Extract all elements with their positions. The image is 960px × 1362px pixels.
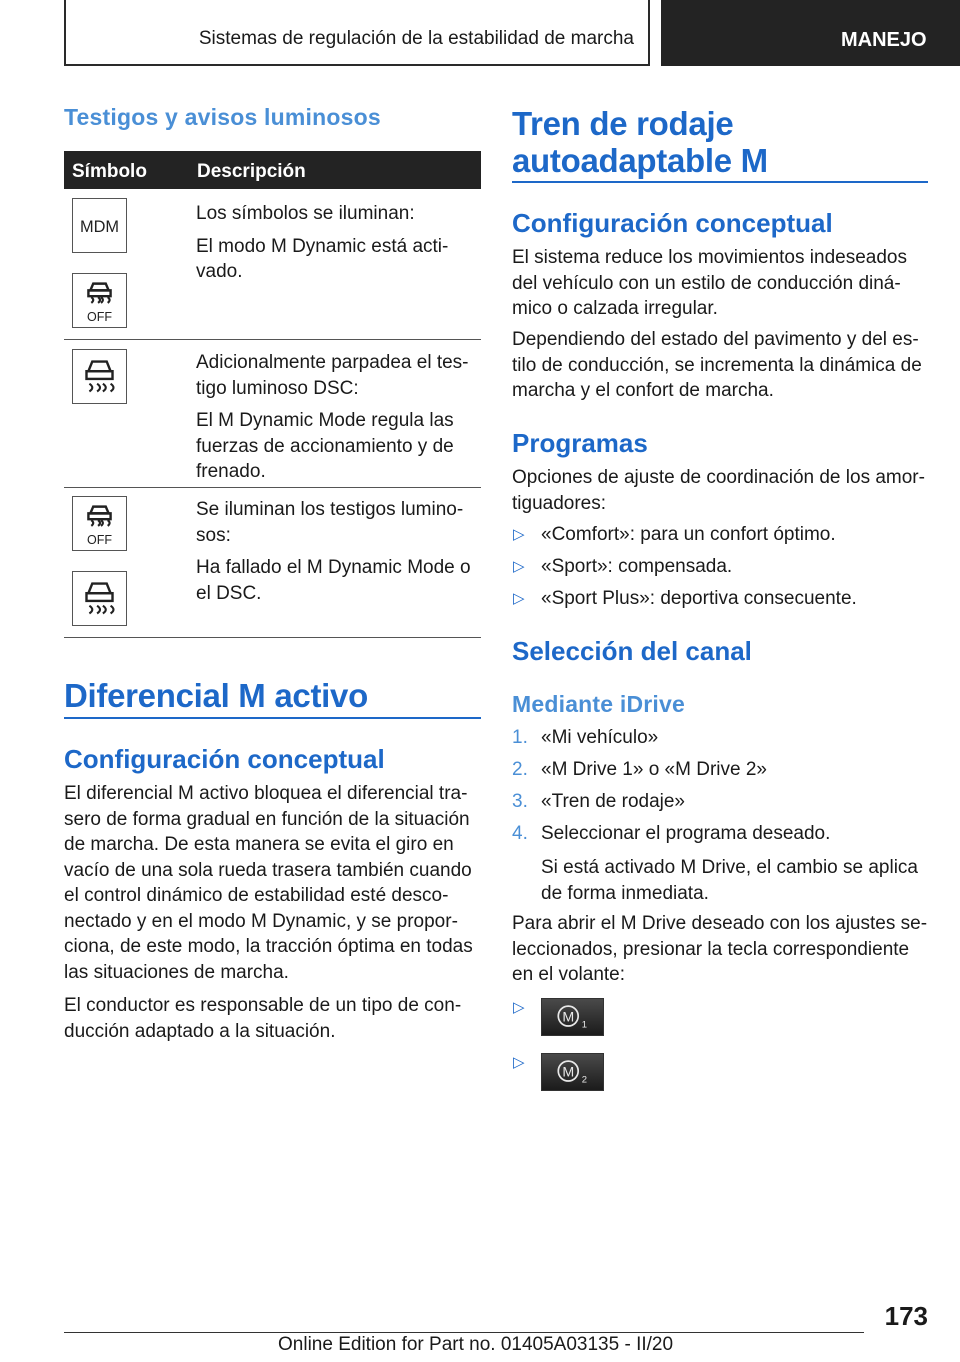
step-text: «M Drive 1» o «M Drive 2» [541,759,767,780]
diff-subheading: Configuración conceptual [64,744,385,774]
row2-line4: fuerzas de accionamiento y de [196,435,454,457]
step-number: 1. [512,727,528,748]
svg-text:M: M [562,1009,575,1026]
text-line: de forma inmediata. [541,882,709,904]
svg-text:M: M [562,1064,575,1081]
text-line: leccionados, presionar la tecla correspondiente [512,938,910,960]
text-line: Opciones de ajuste de coordinación de los amor- [512,467,925,488]
table-col-description: Descripción [197,161,306,182]
step-text: «Mi vehículo» [541,727,659,748]
row3-description [196,497,481,606]
svg-text:2: 2 [581,1074,587,1086]
program-sport: «Sport»: compensada. [541,556,733,577]
text-line: vacío de una sola rueda trasera también cuando [64,859,472,881]
row2-line1: Adicionalmente parpadea el tes- [196,352,469,373]
step4-note [541,855,931,906]
bullet-triangle-icon: ▷ [513,558,525,575]
row2-description [196,350,481,485]
concept-paragraph-2 [512,327,932,404]
text-line: las situaciones de marcha. [64,961,289,983]
svg-text:MDM: MDM [79,217,120,236]
heading-rule [64,717,481,719]
row1-line2: El modo M Dynamic está acti- [196,235,449,257]
program-comfort: «Comfort»: para un confort óptimo. [541,524,836,545]
footer-rule [64,1332,864,1333]
chassis-heading [512,105,768,179]
programs-paragraph [512,465,932,516]
table-divider [64,487,481,488]
concept-paragraph-1 [512,245,932,322]
bullet-triangle-icon: ▷ [513,526,525,543]
row3-line2: sos: [196,524,231,546]
svg-text:1: 1 [581,1019,587,1031]
diff-paragraph-2 [64,993,484,1044]
row2-line2: tigo luminoso DSC: [196,377,359,399]
concept-heading: Configuración conceptual [512,208,833,238]
row1-line3: vado. [196,261,243,282]
drive-paragraph [512,911,937,988]
bullet-triangle-icon: ▷ [513,590,525,607]
step-number: 4. [512,823,528,844]
text-line: El diferencial M activo bloquea el diferencial tra- [64,783,468,804]
chapter-tab[interactable] [661,0,960,66]
dsc-off-icon [72,496,127,551]
text-line: ducción adaptado a la situación. [64,1020,336,1042]
text-line: el control dinámico de estabilidad esté desco- [64,885,449,906]
table-divider [64,637,481,638]
row2-line3: El M Dynamic Mode regula las [196,410,454,431]
text-line: Para abrir el M Drive deseado con los ajustes se- [512,913,928,934]
text-line: Dependiendo del estado del pavimento y del es- [512,329,919,350]
table-col-symbol: Símbolo [72,161,147,182]
text-line: del vehículo con un estilo de conducción diná- [512,272,901,294]
bullet-triangle-icon: ▷ [513,999,525,1016]
header-section-box [64,0,650,66]
row3-line4: el DSC. [196,582,262,604]
step-text: «Tren de rodaje» [541,791,686,812]
m2-button-icon [541,1053,604,1091]
text-line: tiguadores: [512,492,607,514]
page-number: 173 [884,1301,928,1331]
chassis-heading-line1: Tren de rodaje [512,105,734,142]
m1-button-icon [541,998,604,1036]
footer-edition: Online Edition for Part no. 01405A03135 - II/20 [278,1334,674,1355]
program-sport-plus: «Sport Plus»: deportiva consecuente. [541,588,857,609]
channel-heading: Selección del canal [512,636,752,666]
mdm-icon [72,198,127,253]
text-line: tilo de conducción, se incrementa la dinámica de [512,354,922,376]
text-line: Si está activado M Drive, el cambio se aplica [541,857,918,878]
dsc-off-icon [72,273,127,328]
step-text: Seleccionar el programa deseado. [541,823,831,844]
section-title: Sistemas de regulación de la estabilidad de marcha [198,28,634,49]
row3-line3: Ha fallado el M Dynamic Mode o [196,557,471,578]
dsc-icon [72,571,127,626]
text-line: El conductor es responsable de un tipo de con- [64,995,462,1016]
chassis-heading-line2: autoadaptable M [512,142,768,179]
svg-text:OFF: OFF [86,533,113,548]
diff-heading: Diferencial M activo [64,677,368,714]
chapter-tab-label: MANEJO [841,29,927,51]
text-line: sero de forma gradual en función de la situación [64,808,470,830]
text-line: nectado y en el modo M Dynamic, y se propor- [64,910,458,932]
warnings-heading: Testigos y avisos luminosos [64,104,381,130]
text-line: El sistema reduce los movimientos indeseados [512,247,907,268]
idrive-heading: Mediante iDrive [512,691,685,717]
text-line: en el volante: [512,964,626,985]
text-line: ciona, de este modo, la tracción óptima en todas [64,936,473,957]
step-number: 3. [512,791,528,812]
text-line: de marcha. De esta manera se evita el giro en [64,834,454,855]
text-line: mico o calzada irregular. [512,298,718,319]
diff-paragraph-1 [64,781,484,985]
row2-line5: frenado. [196,461,266,482]
dsc-icon [72,349,127,404]
text-line: marcha y el confort de marcha. [512,380,774,401]
table-header [64,151,481,189]
programs-heading: Programas [512,428,648,458]
table-divider [64,339,481,340]
step-number: 2. [512,759,528,780]
row1-description [196,201,481,285]
bullet-triangle-icon: ▷ [513,1054,525,1071]
row1-line1: Los símbolos se iluminan: [196,203,415,224]
row3-line1: Se iluminan los testigos lumino- [196,499,464,520]
heading-rule [512,181,928,183]
svg-text:OFF: OFF [86,310,113,325]
